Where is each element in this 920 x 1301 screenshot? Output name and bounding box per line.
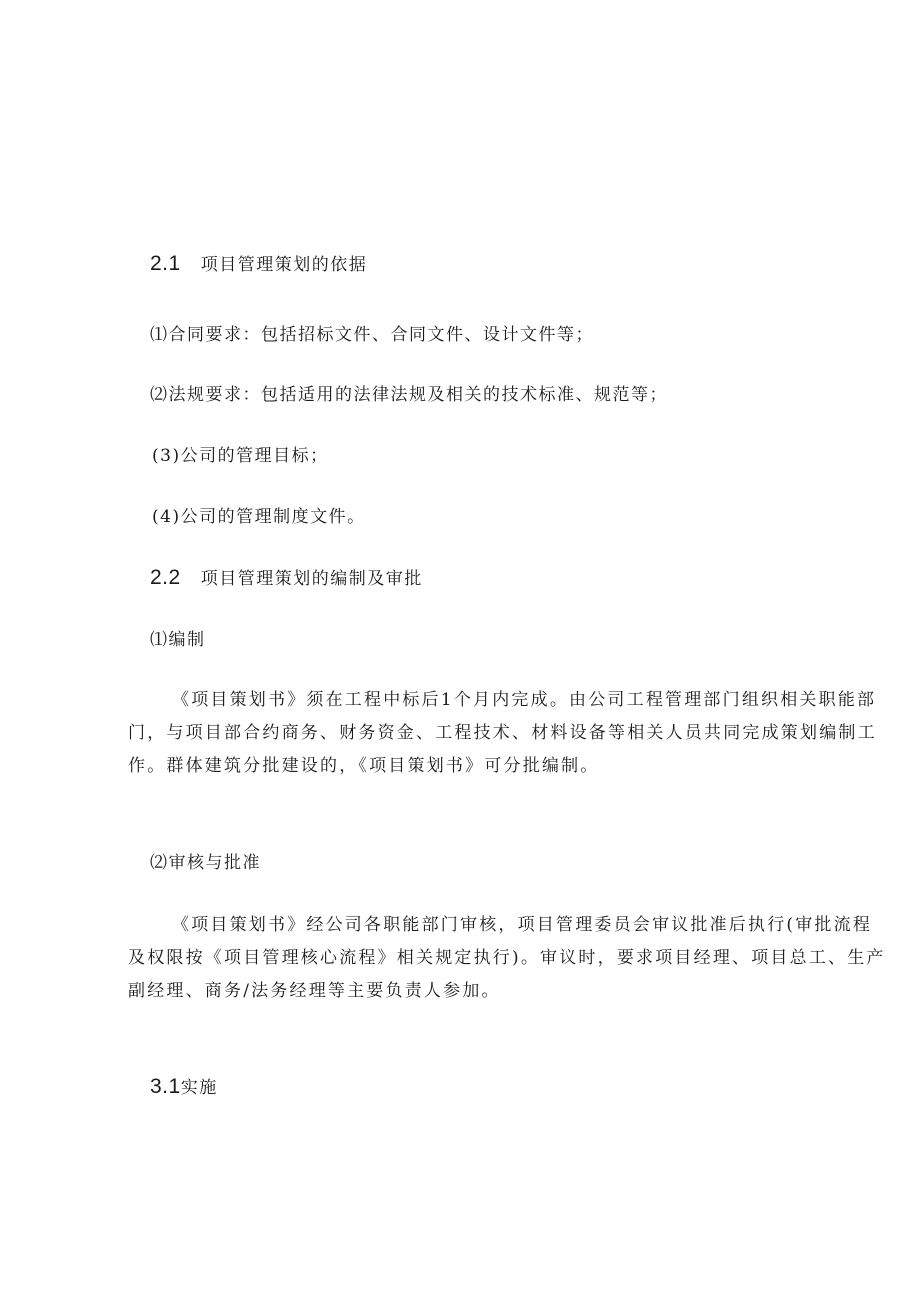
list-item: ⑵法规要求：包括适用的法律法规及相关的技术标准、规范等； (150, 385, 668, 405)
list-item: (3)公司的管理目标； (152, 446, 329, 466)
paragraph-line: 《项目策划书》经公司各职能部门审核，项目管理委员会审议批准后执行(审批流程 (172, 915, 873, 935)
section-title: 项目管理策划的依据 (200, 255, 368, 275)
paragraph (128, 909, 886, 1008)
paragraph-line: 及权限按《项目管理核心流程》相关规定执行)。审议时，要求项目经理、项目总工、生产 (128, 948, 886, 968)
section-heading-2-1 (150, 251, 367, 278)
subsection-label: ⑴编制 (150, 630, 206, 650)
section-title: 实施 (180, 1078, 218, 1098)
paragraph-line: 《项目策划书》须在工程中标后1个月内完成。由公司工程管理部门组织相关职能部 (172, 690, 877, 710)
paragraph-line: 作。群体建筑分批建设的，《项目策划书》可分批编制。 (128, 756, 600, 776)
section-title: 项目管理策划的编制及审批 (200, 569, 423, 589)
section-number: 3.1 (150, 1075, 181, 1098)
list-item: ⑴合同要求：包括招标文件、合同文件、设计文件等； (150, 325, 594, 345)
section-number: 2.1 (150, 252, 181, 275)
paragraph-line: 门，与项目部合约商务、财务资金、工程技术、材料设备等相关人员共同完成策划编制工 (128, 723, 877, 743)
section-heading-2-2 (150, 565, 423, 592)
paragraph-line: 副经理、商务/法务经理等主要负责人参加。 (128, 981, 501, 1001)
paragraph (128, 684, 877, 783)
section-number: 2.2 (150, 566, 181, 589)
subsection-label: ⑵审核与批准 (150, 853, 261, 873)
list-item: (4)公司的管理制度文件。 (152, 507, 366, 527)
section-heading-3-1 (150, 1074, 218, 1101)
